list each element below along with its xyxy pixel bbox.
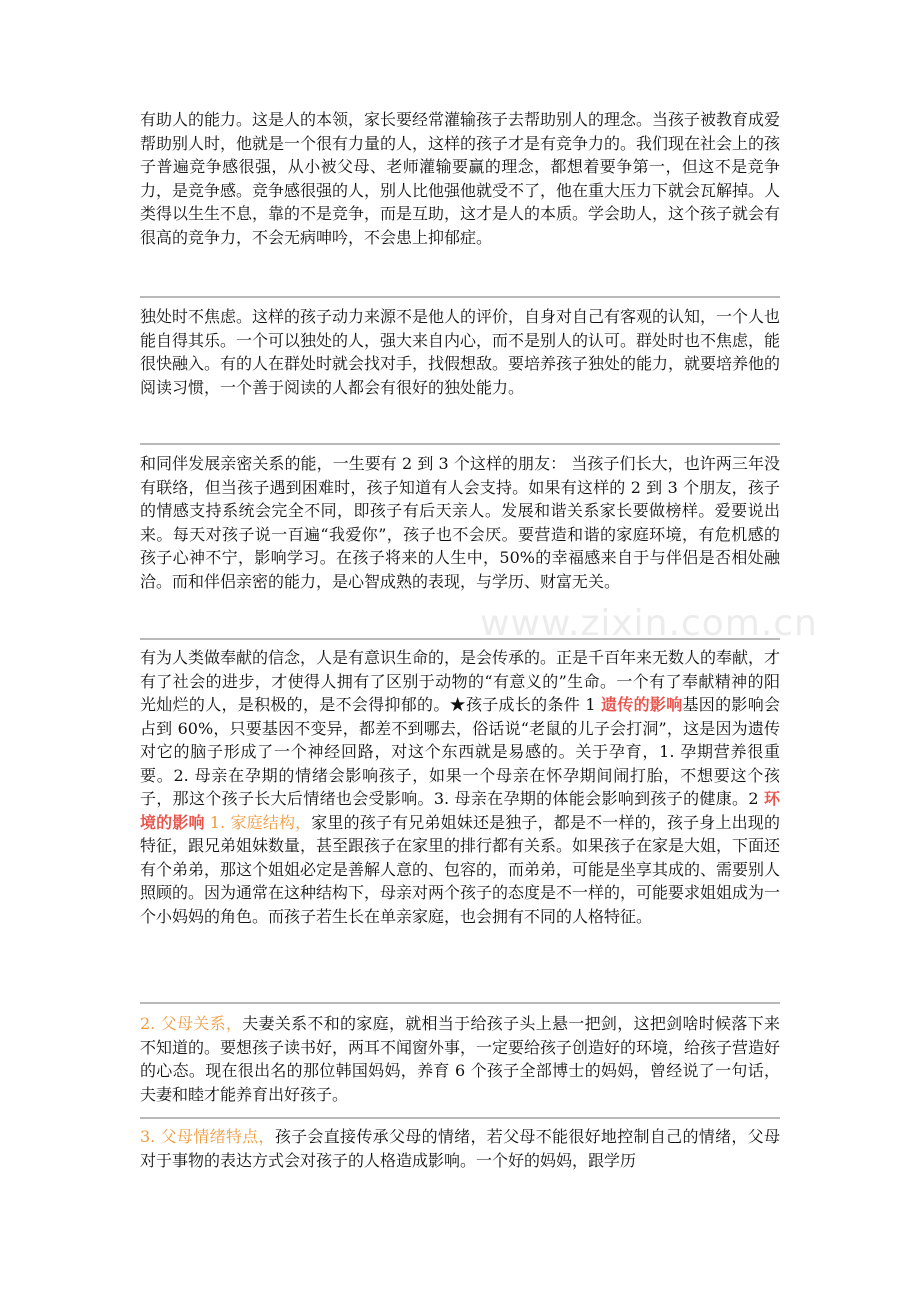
heading-heredity: 遗传的影响 (601, 695, 683, 714)
section-divider (140, 443, 780, 445)
heading-parent-relationship: 2. 父母关系， (140, 1014, 243, 1033)
section-divider (140, 1117, 780, 1119)
paragraph-close-friends: 和同伴发展亲密关系的能，一生要有 2 到 3 个这样的朋友： 当孩子们长大，也许两三年没有联络，但当孩子遇到困难时，孩子知道有人会支持。如果有这样的 2 到 3 个朋友，孩子的情感支持系统会完全不同，即孩子有后天亲人。发展和谐关系家长要做榜样。爱要说出来。每天对孩子说一百遍“我爱你”，孩子也不会厌。要营造和谐的家庭环境，有危机感的孩子心神不宁，影响学习。在孩子将来的人生中，50%的幸福感来自于与伴侣是否相处融洽。而和伴侣亲密的能力，是心智成熟的表现，与学历、财富无关。 (140, 454, 780, 591)
paragraph-being-alone: 独处时不焦虑。这样的孩子动力来源不是他人的评价，自身对自己有客观的认知，一个人也能自得其乐。一个可以独处的人，强大来自内心，而不是别人的认可。群处时也不焦虑，能很快融入。有的人在群处时就会找对手，找假想敌。要培养孩子独处的能力，就要培养他的阅读习惯，一个善于阅读的人都会有很好的独处能力。 (140, 307, 781, 397)
paragraph-parent-relationship (140, 1012, 780, 1106)
heading-family-structure: 1. 家庭结构， (204, 812, 312, 832)
paragraph-text: 有为人类做奉献的信念，人是有意识生命的，是会传承的。正是千百年来无数人的奉献，才有了社会的进步，才使得人拥有了区别于动物的“有意义的”生命。一个有了奉献精神的阳光灿烂的人，是积极的，是不会得抑郁的。★孩子成长的条件 1 (140, 648, 781, 714)
paragraph-growth-conditions (140, 646, 780, 928)
paragraph-text: 孩子会直接传承父母的情绪，若父母不能很好地控制自己的情绪，父母对于事物的表达方式会对孩子的人格造成影响。一个好的妈妈，跟学历 (140, 1127, 780, 1170)
paragraph-text: 基因的影响会占到 60%，只要基因不变异，都差不到哪去，俗话说“老鼠的儿子会打洞”，这是因为遗传对它的脑子形成了一个神经回路，对这个东西就是易感的。关于孕育，1. 孕期营养很重要。2. 母亲在孕期的情绪会影响孩子，如果一个母亲在怀孕期间闹打胎，不想要这个孩子，那这个孩子长大后情绪也会受影响。3. 母亲在孕期的体能会影响到孩子的健康。2 (140, 695, 780, 808)
paragraph-text: 夫妻关系不和的家庭，就相当于给孩子头上悬一把剑，这把剑啥时候落下来不知道的。要想孩子读书好，两耳不闻窗外事，一定要给孩子创造好的环境，给孩子营造好的心态。现在很出名的那位韩国妈妈，养育 6 个孩子全部博士的妈妈，曾经说了一句话，夫妻和睦才能养育出好孩子。 (140, 1014, 781, 1104)
section-divider (140, 638, 780, 640)
section-divider (140, 1002, 780, 1004)
watermark: www.zixin.com.cn (480, 603, 818, 644)
heading-environment: 环境的影响 (140, 789, 780, 832)
paragraph-text: 家里的孩子有兄弟姐妹还是独子，都是不一样的，孩子身上出现的特征，跟兄弟姐妹数量，甚至跟孩子在家里的排行都有关系。如果孩子在家是大姐，下面还有个弟弟，那这个姐姐必定是善解人意的、包容的，而弟弟，可能是坐享其成的、需要别人照顾的。因为通常在这种结构下，母亲对两个孩子的态度是不一样的，可能要求姐姐成为一个小妈妈的角色。而孩子若生长在单亲家庭，也会拥有不同的人格特征。 (140, 812, 781, 926)
paragraph-parent-emotions (140, 1125, 780, 1172)
heading-parent-emotions: 3. 父母情绪特点， (140, 1127, 275, 1146)
paragraph-helping-others: 有助人的能力。这是人的本领，家长要经常灌输孩子去帮助别人的理念。当孩子被教育成爱帮助别人时，他就是一个很有力量的人，这样的孩子才是有竞争力的。我们现在社会上的孩子普遍竞争感很强，从小被父母、老师灌输要赢的理念，都想着要争第一，但这不是竞争力，是竞争感。竞争感很强的人，别人比他强他就受不了，他在重大压力下就会瓦解掉。人类得以生生不息，靠的不是竞争，而是互助，这才是人的本质。学会助人，这个孩子就会有很高的竞争力，不会无病呻吟，不会患上抑郁症。 (140, 110, 781, 247)
section-divider (140, 296, 780, 298)
